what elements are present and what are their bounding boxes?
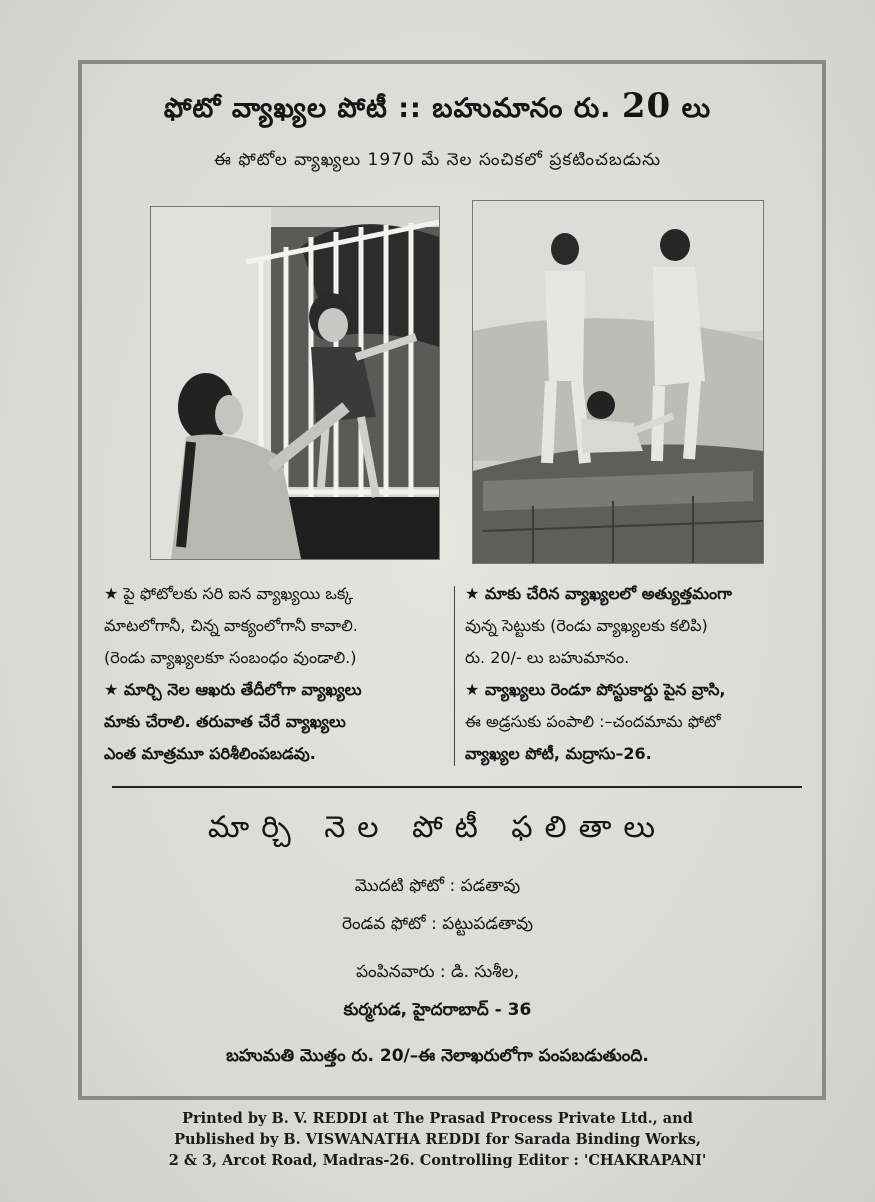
photo-girls-on-well (472, 200, 764, 564)
section-divider (112, 786, 802, 788)
contest-photos (150, 198, 765, 564)
rule-line: వున్న సెట్టుకు (రెండు వ్యాఖ్యలకు కలిపి) (465, 616, 708, 635)
contest-subtitle: ఈ ఫోటోల వ్యాఖ్యలు 1970 మే నెల సంచికలో ప్రకటించబడును (214, 150, 661, 170)
winner-address: కుర్మగుడ, హైదరాబాద్ - 36 (343, 1000, 532, 1020)
rule-line: మాకు చేరాలి. తరువాత చేరే వ్యాఖ్యలు (104, 712, 346, 731)
prize-note: బహుమతి మొత్తం రు. 20/–ఈ నెలాఖరులోగా పంపబడుతుంది. (226, 1046, 649, 1066)
contest-title-text: ఫోటో వ్యాఖ్యల పోటీ :: బహుమానం రు. (163, 93, 612, 124)
photo-mother-child-gate (150, 206, 440, 560)
printer-imprint (0, 1108, 875, 1171)
rule-line: ★ మార్చి నెల ఆఖరు తేదీలోగా వ్యాఖ్యలు (104, 680, 362, 699)
winner-name: పంపినవారు : డి. సుశీల, (355, 962, 520, 982)
results-title: మార్చి నెల పోటీ ఫలితాలు (207, 810, 668, 845)
rule-line: (రెండు వ్యాఖ్యలకూ సంబంధం వుండాలి.) (104, 648, 357, 667)
rule-line: ★ వ్యాఖ్యలు రెండూ పోస్టుకార్డు పైన వ్రాసి, (465, 680, 726, 699)
rule-line: ★ మాకు చేరిన వ్యాఖ్యలలో అత్యుత్తమంగా (465, 584, 732, 603)
rules-left-column (104, 578, 449, 770)
first-photo-result: మొదటి ఫోటో : పడతావు (354, 876, 521, 896)
imprint-line: Printed by B. V. REDDI at The Prasad Process Private Ltd., and (182, 1110, 693, 1127)
contest-rules (100, 578, 800, 768)
rule-line: ఈ అడ్రసుకు పంపాలి :–చందమామ ఫోటో (465, 712, 721, 731)
rule-line: రు. 20/- లు బహుమానం. (465, 648, 630, 667)
rule-line: ★ పై ఫోటోలకు సరి ఐన వ్యాఖ్యయి ఒక్క (104, 584, 354, 603)
prize-amount: 20 (621, 86, 672, 126)
column-divider (454, 586, 455, 766)
contest-title (0, 86, 875, 131)
prize-unit: లు (681, 93, 712, 124)
second-photo-result: రెండవ ఫోటో : పట్టుపడతావు (341, 914, 534, 934)
rule-line: మాటలోగానీ, చిన్న వాక్యంలోగానీ కావాలి. (104, 616, 358, 635)
rule-line: ఎంత మాత్రమూ పరిశీలింపబడవు. (104, 744, 316, 763)
imprint-line: Published by B. VISWANATHA REDDI for Sarada Binding Works, (174, 1131, 701, 1148)
rule-line: వ్యాఖ్యల పోటీ, మద్రాసు–26. (465, 744, 652, 763)
imprint-line: 2 & 3, Arcot Road, Madras-26. Controlling Editor : 'CHAKRAPANI' (168, 1152, 707, 1169)
rules-right-column (465, 578, 810, 770)
